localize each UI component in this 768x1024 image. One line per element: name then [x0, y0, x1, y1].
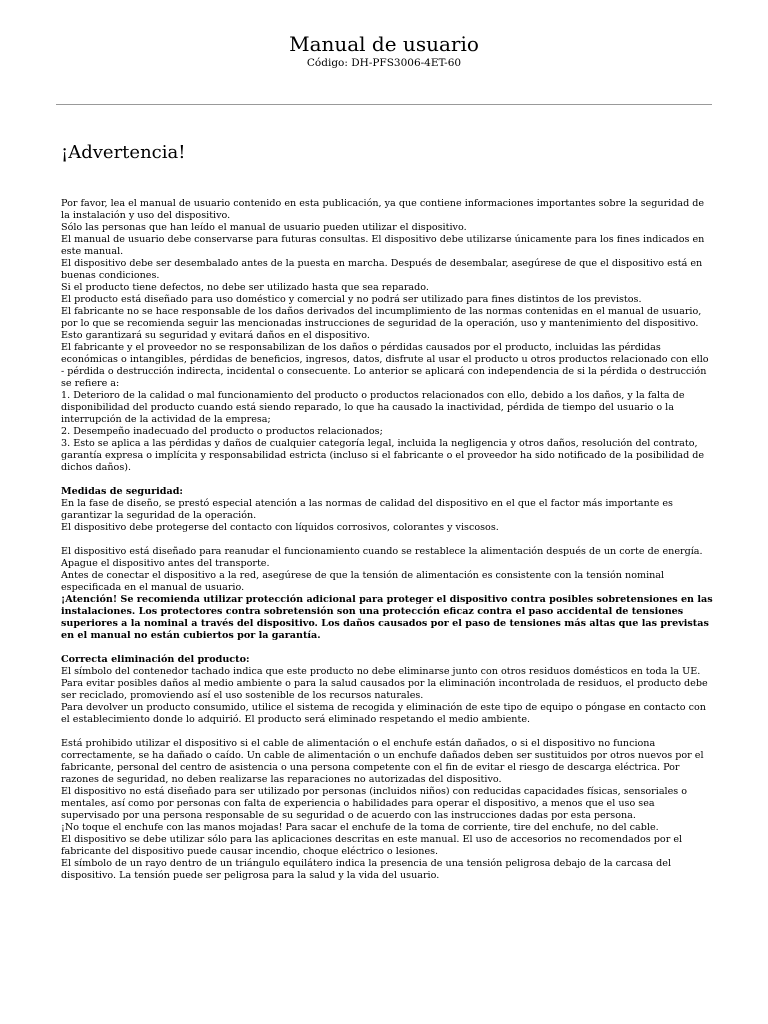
- power-paragraph: Apague el dispositivo antes del transporte.: [61, 558, 270, 569]
- safety-heading: Medidas de seguridad:: [61, 486, 183, 497]
- intro-paragraph: El fabricante y el proveedor no se responsabilizan de los daños o pérdidas causados por el producto, incluidas las pérdidas económicas o intangibles, pérdidas de beneficios, ingresos, datos, disfrute al usar el producto u otros productos relacionado con ello - pérdida o destrucción indirecta, incidental o consecuente. Lo anterior se aplicará con independencia de si la pérdida o destrucción se refiere a:: [61, 342, 709, 389]
- intro-paragraph: Por favor, lea el manual de usuario contenido en esta publicación, ya que contiene informaciones importantes sobre la seguridad de la instalación y uso del dispositivo.: [61, 198, 705, 221]
- document-body: [61, 198, 713, 882]
- paragraph-gap: [61, 642, 713, 654]
- final-paragraph: El símbolo de un rayo dentro de un triángulo equilátero indica la presencia de una tensión peligrosa debajo de la carcasa del dispositivo. La tensión puede ser peligrosa para la salud y la vida del usuario.: [61, 858, 672, 881]
- paragraph-gap: [61, 474, 713, 486]
- intro-list-item: 3. Esto se aplica a las pérdidas y daños de cualquier categoría legal, incluida la negligencia y otros daños, resolución del contrato, garantía expresa o implícita y responsabilidad estricta (incluso si el fabricante o el proveedor ha sido notificado de la posibilidad de dichos daños).: [61, 438, 705, 473]
- intro-list-item: 1. Deterioro de la calidad o mal funcionamiento del producto o productos relacionados con ello, debido a los daños, y la falta de disponibilidad del producto cuando está siendo reparado, lo que ha causado la inactividad, pérdida de tiempo del usuario o la interrupción de la actividad de la empresa;: [61, 390, 685, 425]
- intro-list-item: 2. Desempeño inadecuado del producto o productos relacionados;: [61, 426, 383, 437]
- disposal-heading: Correcta eliminación del producto:: [61, 654, 250, 665]
- final-paragraph: Está prohibido utilizar el dispositivo si el cable de alimentación o el enchufe están dañados, o si el dispositivo no funciona correctamente, se ha dañado o caído. Un cable de alimentación o un enchufe dañados deben ser sustituidos por otros nuevos por el fabricante, personal del centro de asistencia o una persona competente con el fin de evitar el riesgo de descarga eléctrica. Por razones de seguridad, no deben realizarse las reparaciones no autorizadas del dispositivo.: [61, 738, 704, 785]
- intro-paragraph: El dispositivo debe ser desembalado antes de la puesta en marcha. Después de desembalar, asegúrese de que el dispositivo está en buenas condiciones.: [61, 258, 703, 281]
- power-paragraph: Antes de conectar el dispositivo a la red, asegúrese de que la tensión de alimentación es consistente con la tensión nominal especificada en el manual de usuario.: [61, 570, 665, 593]
- intro-paragraph: El manual de usuario debe conservarse para futuras consultas. El dispositivo debe utilizarse únicamente para los fines indicados en este manual.: [61, 234, 705, 257]
- disposal-paragraph: El símbolo del contenedor tachado indica que este producto no debe eliminarse junto con otros residuos domésticos en toda la UE.: [61, 666, 701, 677]
- intro-paragraph: El producto está diseñado para uso doméstico y comercial y no podrá ser utilizado para fines distintos de los previstos.: [61, 294, 642, 305]
- paragraph-gap: [61, 534, 713, 546]
- intro-paragraph: El fabricante no se hace responsable de los daños derivados del incumplimiento de las normas contenidas en el manual de usuario, por lo que se recomienda seguir las mencionadas instrucciones de seguridad de la operación, uso y mantenimiento del dispositivo. Esto garantizará su seguridad y evitará daños en el dispositivo.: [61, 306, 702, 341]
- paragraph-gap: [61, 726, 713, 738]
- document-title: Manual de usuario: [289, 32, 479, 56]
- safety-paragraph: El dispositivo debe protegerse del contacto con líquidos corrosivos, colorantes y viscosos.: [61, 522, 499, 533]
- power-paragraph: El dispositivo está diseñado para reanudar el funcionamiento cuando se restablece la alimentación después de un corte de energía.: [61, 546, 703, 557]
- product-code: Código: DH-PFS3006-4ET-60: [306, 57, 462, 69]
- document-header: [0, 32, 768, 70]
- final-paragraph: ¡No toque el enchufe con las manos mojadas! Para sacar el enchufe de la toma de corriente, tire del enchufe, no del cable.: [61, 822, 659, 833]
- disposal-paragraph: Para evitar posibles daños al medio ambiente o para la salud causados por la eliminación incontrolada de residuos, el producto debe ser reciclado, promoviendo así el uso sostenible de los recursos naturales.: [61, 678, 708, 701]
- warning-heading: ¡Advertencia!: [61, 142, 186, 163]
- header-divider: [56, 104, 712, 105]
- safety-paragraph: En la fase de diseño, se prestó especial atención a las normas de calidad del dispositivo en el que el factor más importante es garantizar la seguridad de la operación.: [61, 498, 673, 521]
- attention-notice: ¡Atención! Se recomienda utilizar protección adicional para proteger el dispositivo contra posibles sobretensiones en las instalaciones. Los protectores contra sobretensión son una protección eficaz contra el paso accidental de tensiones superiores a la nominal a través del dispositivo. Los daños causados por el paso de tensiones más altas que las previstas en el manual no están cubiertos por la garantía.: [61, 594, 713, 641]
- final-paragraph: El dispositivo se debe utilizar sólo para las aplicaciones descritas en este manual. El uso de accesorios no recomendados por el fabricante del dispositivo puede causar incendio, choque eléctrico o lesiones.: [61, 834, 683, 857]
- intro-paragraph: Si el producto tiene defectos, no debe ser utilizado hasta que sea reparado.: [61, 282, 429, 293]
- final-paragraph: El dispositivo no está diseñado para ser utilizado por personas (incluidos niños) con reducidas capacidades físicas, sensoriales o mentales, así como por personas con falta de experiencia o habilidades para operar el dispositivo, a menos que el uso sea supervisado por una persona responsable de su seguridad o de acuerdo con las instrucciones dadas por esta persona.: [61, 786, 688, 821]
- intro-paragraph: Sólo las personas que han leído el manual de usuario pueden utilizar el dispositivo.: [61, 222, 467, 233]
- disposal-paragraph: Para devolver un producto consumido, utilice el sistema de recogida y eliminación de este tipo de equipo o póngase en contacto con el establecimiento donde lo adquirió. El producto será eliminado respetando el medio ambiente.: [61, 702, 706, 725]
